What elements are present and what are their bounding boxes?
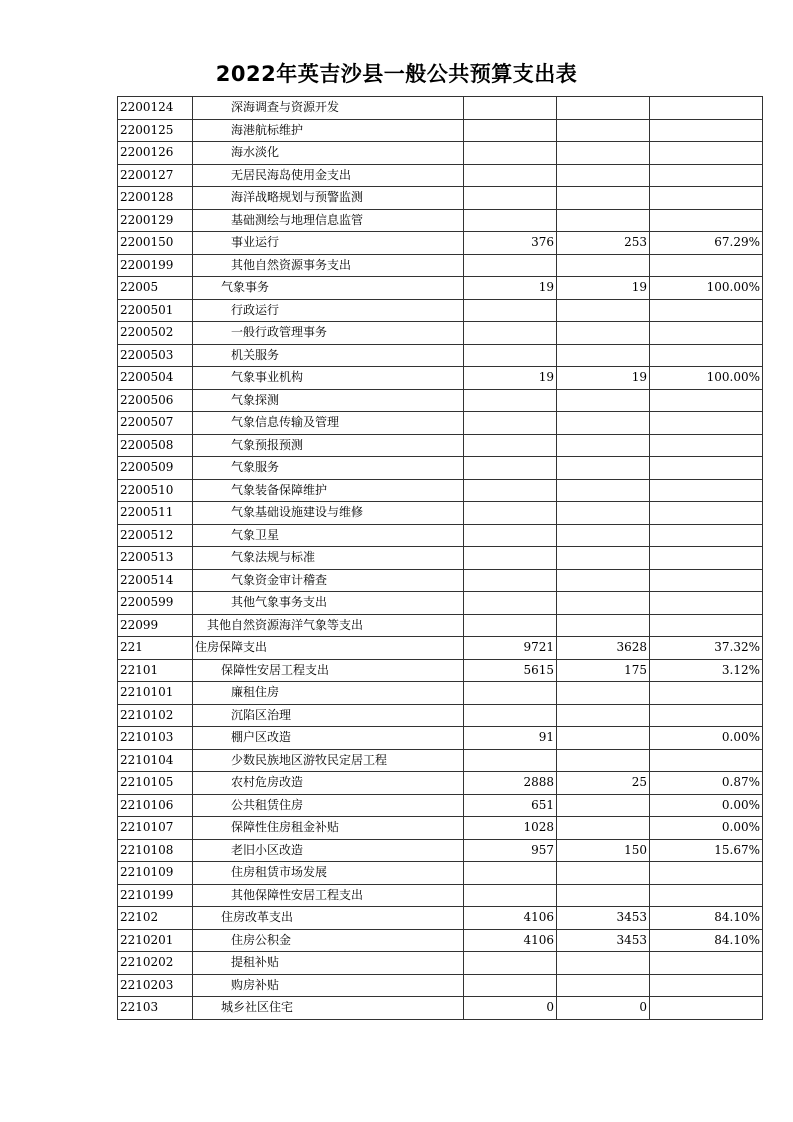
actual-value-cell [557, 569, 650, 592]
budget-value-cell [464, 749, 557, 772]
actual-value-cell: 3453 [557, 907, 650, 930]
name-cell: 深海调查与资源开发 [193, 97, 464, 120]
actual-value-cell: 19 [557, 277, 650, 300]
percent-cell [650, 952, 763, 975]
budget-value-cell [464, 479, 557, 502]
table-row [118, 704, 763, 727]
actual-value-cell [557, 614, 650, 637]
name-cell: 海水淡化 [193, 142, 464, 165]
table-row [118, 502, 763, 525]
actual-value-cell [557, 344, 650, 367]
percent-cell [650, 457, 763, 480]
percent-cell [650, 187, 763, 210]
percent-cell [650, 254, 763, 277]
actual-value-cell [557, 164, 650, 187]
budget-value-cell: 4106 [464, 929, 557, 952]
actual-value-cell [557, 434, 650, 457]
actual-value-cell: 25 [557, 772, 650, 795]
actual-value-cell [557, 727, 650, 750]
table-row [118, 479, 763, 502]
code-cell: 2200126 [118, 142, 193, 165]
budget-value-cell: 4106 [464, 907, 557, 930]
percent-cell [650, 884, 763, 907]
actual-value-cell [557, 142, 650, 165]
code-cell: 2200502 [118, 322, 193, 345]
budget-value-cell [464, 862, 557, 885]
percent-cell [650, 142, 763, 165]
actual-value-cell [557, 952, 650, 975]
code-cell: 22005 [118, 277, 193, 300]
actual-value-cell [557, 524, 650, 547]
actual-value-cell [557, 322, 650, 345]
percent-cell [650, 569, 763, 592]
percent-cell: 84.10% [650, 929, 763, 952]
name-cell: 无居民海岛使用金支出 [193, 164, 464, 187]
actual-value-cell [557, 187, 650, 210]
percent-cell [650, 614, 763, 637]
percent-cell [650, 862, 763, 885]
budget-value-cell [464, 142, 557, 165]
table-row [118, 727, 763, 750]
name-cell: 住房租赁市场发展 [193, 862, 464, 885]
budget-value-cell: 0 [464, 997, 557, 1020]
code-cell: 2200510 [118, 479, 193, 502]
code-cell: 2210101 [118, 682, 193, 705]
name-cell: 气象装备保障维护 [193, 479, 464, 502]
code-cell: 2200506 [118, 389, 193, 412]
table-row [118, 187, 763, 210]
name-cell: 气象资金审计稽查 [193, 569, 464, 592]
table-row [118, 277, 763, 300]
table-row [118, 232, 763, 255]
budget-value-cell [464, 322, 557, 345]
table-row [118, 344, 763, 367]
actual-value-cell [557, 457, 650, 480]
budget-value-cell [464, 592, 557, 615]
table-row [118, 569, 763, 592]
budget-value-cell [464, 412, 557, 435]
name-cell: 其他气象事务支出 [193, 592, 464, 615]
code-cell: 2200513 [118, 547, 193, 570]
actual-value-cell [557, 299, 650, 322]
budget-value-cell [464, 187, 557, 210]
actual-value-cell [557, 862, 650, 885]
name-cell: 农村危房改造 [193, 772, 464, 795]
table-row [118, 592, 763, 615]
budget-value-cell: 651 [464, 794, 557, 817]
actual-value-cell: 253 [557, 232, 650, 255]
code-cell: 2200127 [118, 164, 193, 187]
table-row [118, 749, 763, 772]
budget-value-cell [464, 434, 557, 457]
budget-value-cell: 5615 [464, 659, 557, 682]
actual-value-cell: 0 [557, 997, 650, 1020]
percent-cell: 37.32% [650, 637, 763, 660]
table-row [118, 637, 763, 660]
budget-value-cell: 2888 [464, 772, 557, 795]
percent-cell [650, 704, 763, 727]
actual-value-cell: 3628 [557, 637, 650, 660]
table-row [118, 659, 763, 682]
table-row [118, 524, 763, 547]
actual-value-cell: 19 [557, 367, 650, 390]
name-cell: 气象信息传输及管理 [193, 412, 464, 435]
code-cell: 2200124 [118, 97, 193, 120]
table-row [118, 907, 763, 930]
code-cell: 2200129 [118, 209, 193, 232]
table-row [118, 884, 763, 907]
actual-value-cell [557, 749, 650, 772]
table-row [118, 254, 763, 277]
budget-value-cell [464, 569, 557, 592]
budget-value-cell [464, 97, 557, 120]
budget-value-cell [464, 164, 557, 187]
name-cell: 少数民族地区游牧民定居工程 [193, 749, 464, 772]
code-cell: 2200504 [118, 367, 193, 390]
percent-cell: 0.00% [650, 794, 763, 817]
name-cell: 一般行政管理事务 [193, 322, 464, 345]
code-cell: 2200501 [118, 299, 193, 322]
name-cell: 提租补贴 [193, 952, 464, 975]
budget-value-cell [464, 389, 557, 412]
percent-cell [650, 322, 763, 345]
name-cell: 购房补贴 [193, 974, 464, 997]
budget-value-cell: 9721 [464, 637, 557, 660]
name-cell: 气象事业机构 [193, 367, 464, 390]
budget-value-cell [464, 547, 557, 570]
actual-value-cell [557, 412, 650, 435]
actual-value-cell [557, 119, 650, 142]
table-row [118, 929, 763, 952]
code-cell: 2200511 [118, 502, 193, 525]
code-cell: 22103 [118, 997, 193, 1020]
percent-cell: 0.00% [650, 817, 763, 840]
percent-cell [650, 389, 763, 412]
percent-cell [650, 209, 763, 232]
code-cell: 2210203 [118, 974, 193, 997]
code-cell: 2210107 [118, 817, 193, 840]
name-cell: 气象探测 [193, 389, 464, 412]
budget-table [117, 96, 763, 1020]
table-row [118, 434, 763, 457]
budget-value-cell [464, 299, 557, 322]
percent-cell [650, 592, 763, 615]
code-cell: 2200514 [118, 569, 193, 592]
table-row [118, 209, 763, 232]
table-row [118, 862, 763, 885]
code-cell: 2210104 [118, 749, 193, 772]
name-cell: 其他自然资源海洋气象等支出 [193, 614, 464, 637]
code-cell: 2210202 [118, 952, 193, 975]
code-cell: 2200503 [118, 344, 193, 367]
budget-value-cell [464, 344, 557, 367]
name-cell: 保障性安居工程支出 [193, 659, 464, 682]
code-cell: 2210106 [118, 794, 193, 817]
percent-cell: 0.87% [650, 772, 763, 795]
table-row [118, 794, 763, 817]
code-cell: 2200509 [118, 457, 193, 480]
budget-value-cell [464, 974, 557, 997]
percent-cell [650, 749, 763, 772]
actual-value-cell [557, 974, 650, 997]
table-row [118, 119, 763, 142]
actual-value-cell [557, 794, 650, 817]
table-row [118, 142, 763, 165]
percent-cell: 84.10% [650, 907, 763, 930]
code-cell: 2200507 [118, 412, 193, 435]
table-row [118, 839, 763, 862]
code-cell: 22102 [118, 907, 193, 930]
code-cell: 22101 [118, 659, 193, 682]
code-cell: 2210102 [118, 704, 193, 727]
table-row [118, 299, 763, 322]
name-cell: 基础测绘与地理信息监管 [193, 209, 464, 232]
percent-cell: 15.67% [650, 839, 763, 862]
table-row [118, 614, 763, 637]
code-cell: 2200512 [118, 524, 193, 547]
budget-value-cell: 957 [464, 839, 557, 862]
table-row [118, 322, 763, 345]
name-cell: 住房改革支出 [193, 907, 464, 930]
actual-value-cell [557, 817, 650, 840]
budget-value-cell: 91 [464, 727, 557, 750]
code-cell: 2210103 [118, 727, 193, 750]
percent-cell [650, 682, 763, 705]
code-cell: 2200508 [118, 434, 193, 457]
budget-value-cell [464, 704, 557, 727]
table-row [118, 457, 763, 480]
percent-cell [650, 299, 763, 322]
name-cell: 住房公积金 [193, 929, 464, 952]
name-cell: 保障性住房租金补贴 [193, 817, 464, 840]
budget-value-cell [464, 254, 557, 277]
actual-value-cell: 175 [557, 659, 650, 682]
percent-cell: 100.00% [650, 277, 763, 300]
percent-cell [650, 997, 763, 1020]
percent-cell [650, 434, 763, 457]
percent-cell: 0.00% [650, 727, 763, 750]
percent-cell: 3.12% [650, 659, 763, 682]
percent-cell [650, 547, 763, 570]
actual-value-cell [557, 479, 650, 502]
code-cell: 2210108 [118, 839, 193, 862]
name-cell: 事业运行 [193, 232, 464, 255]
name-cell: 棚户区改造 [193, 727, 464, 750]
percent-cell [650, 97, 763, 120]
budget-value-cell: 1028 [464, 817, 557, 840]
table-row [118, 952, 763, 975]
actual-value-cell [557, 884, 650, 907]
code-cell: 2210109 [118, 862, 193, 885]
budget-value-cell [464, 682, 557, 705]
name-cell: 城乡社区住宅 [193, 997, 464, 1020]
percent-cell: 100.00% [650, 367, 763, 390]
name-cell: 其他自然资源事务支出 [193, 254, 464, 277]
budget-value-cell [464, 952, 557, 975]
actual-value-cell [557, 682, 650, 705]
code-cell: 2200199 [118, 254, 193, 277]
name-cell: 公共租赁住房 [193, 794, 464, 817]
budget-value-cell [464, 457, 557, 480]
percent-cell [650, 412, 763, 435]
percent-cell [650, 479, 763, 502]
actual-value-cell [557, 502, 650, 525]
table-row [118, 547, 763, 570]
table-row [118, 772, 763, 795]
actual-value-cell: 150 [557, 839, 650, 862]
actual-value-cell [557, 97, 650, 120]
percent-cell [650, 164, 763, 187]
name-cell: 机关服务 [193, 344, 464, 367]
percent-cell [650, 344, 763, 367]
name-cell: 海洋战略规划与预警监测 [193, 187, 464, 210]
budget-value-cell [464, 524, 557, 547]
code-cell: 2210105 [118, 772, 193, 795]
code-cell: 2210199 [118, 884, 193, 907]
name-cell: 沉陷区治理 [193, 704, 464, 727]
code-cell: 2200150 [118, 232, 193, 255]
budget-value-cell [464, 614, 557, 637]
percent-cell: 67.29% [650, 232, 763, 255]
table-row [118, 817, 763, 840]
page-title: 2022年英吉沙县一般公共预算支出表 [215, 62, 578, 86]
budget-value-cell [464, 209, 557, 232]
code-cell: 221 [118, 637, 193, 660]
code-cell: 2200599 [118, 592, 193, 615]
code-cell: 2200125 [118, 119, 193, 142]
name-cell: 廉租住房 [193, 682, 464, 705]
name-cell: 气象事务 [193, 277, 464, 300]
name-cell: 气象卫星 [193, 524, 464, 547]
name-cell: 气象服务 [193, 457, 464, 480]
table-row [118, 682, 763, 705]
percent-cell [650, 524, 763, 547]
budget-value-cell [464, 119, 557, 142]
budget-value-cell: 19 [464, 367, 557, 390]
table-row [118, 164, 763, 187]
actual-value-cell [557, 209, 650, 232]
budget-value-cell: 19 [464, 277, 557, 300]
percent-cell [650, 119, 763, 142]
code-cell: 22099 [118, 614, 193, 637]
table-row [118, 97, 763, 120]
percent-cell [650, 974, 763, 997]
percent-cell [650, 502, 763, 525]
actual-value-cell [557, 389, 650, 412]
name-cell: 海港航标维护 [193, 119, 464, 142]
budget-value-cell: 376 [464, 232, 557, 255]
actual-value-cell [557, 547, 650, 570]
table-body [118, 97, 763, 1020]
name-cell: 气象基础设施建设与维修 [193, 502, 464, 525]
name-cell: 其他保障性安居工程支出 [193, 884, 464, 907]
name-cell: 住房保障支出 [193, 637, 464, 660]
code-cell: 2210201 [118, 929, 193, 952]
name-cell: 老旧小区改造 [193, 839, 464, 862]
actual-value-cell: 3453 [557, 929, 650, 952]
name-cell: 气象法规与标准 [193, 547, 464, 570]
table-row [118, 389, 763, 412]
name-cell: 行政运行 [193, 299, 464, 322]
actual-value-cell [557, 704, 650, 727]
code-cell: 2200128 [118, 187, 193, 210]
actual-value-cell [557, 254, 650, 277]
table-row [118, 412, 763, 435]
table-row [118, 974, 763, 997]
budget-value-cell [464, 502, 557, 525]
actual-value-cell [557, 592, 650, 615]
table-row [118, 367, 763, 390]
table-row [118, 997, 763, 1020]
name-cell: 气象预报预测 [193, 434, 464, 457]
budget-value-cell [464, 884, 557, 907]
